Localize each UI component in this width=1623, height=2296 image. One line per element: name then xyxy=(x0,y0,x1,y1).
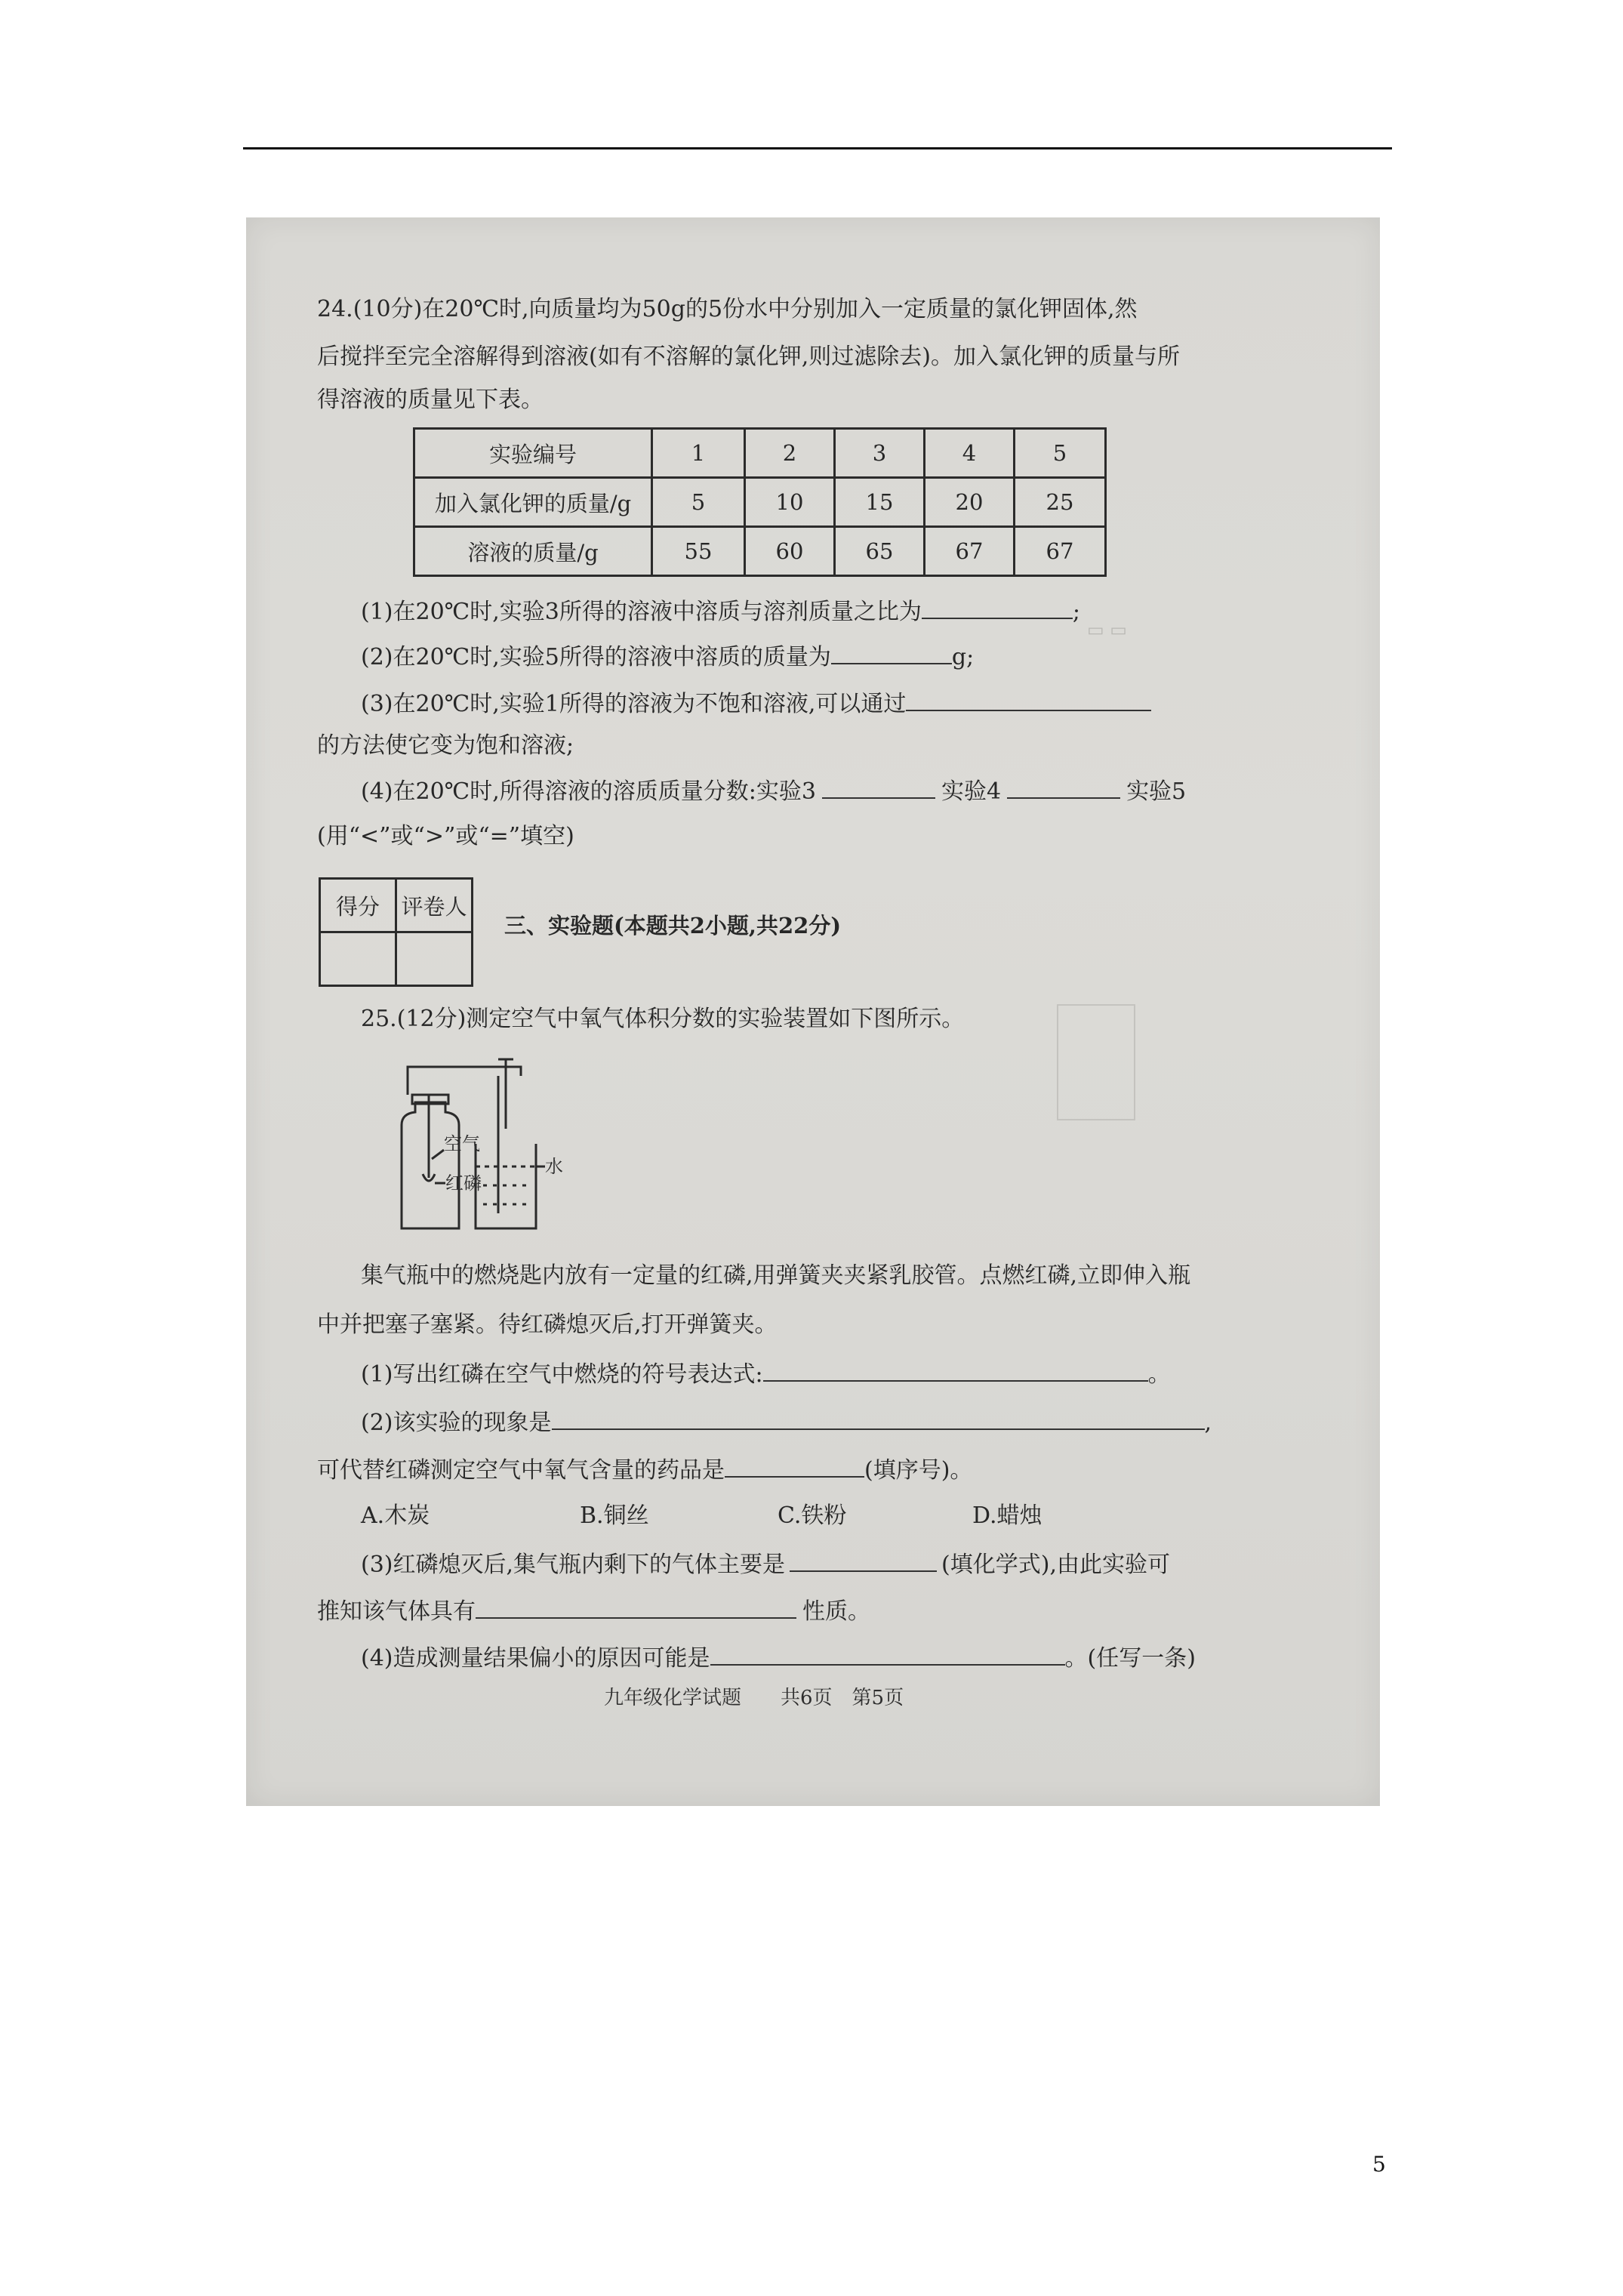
table-cell: 4 xyxy=(925,429,1015,478)
table-row xyxy=(414,527,1106,576)
answer-blank[interactable] xyxy=(710,1641,1065,1666)
table-cell: 67 xyxy=(1015,527,1106,576)
q25-sub3-line2 xyxy=(317,1595,870,1627)
q24-sub4-exp5: 实验5 xyxy=(1126,778,1187,805)
q24-sub3-text: (3)在20℃时,实验1所得的溶液为不饱和溶液,可以通过 xyxy=(361,691,907,717)
q25-sub2 xyxy=(361,1406,1212,1438)
answer-blank[interactable] xyxy=(831,640,952,664)
option-b[interactable]: B.铜丝 xyxy=(580,1502,649,1529)
answer-blank[interactable] xyxy=(476,1595,796,1619)
q24-sub1 xyxy=(361,595,1080,627)
q25-sub2-line2-text: 可代替红磷测定空气中氧气含量的药品是 xyxy=(317,1457,725,1484)
q25-sub3-line2-end: 性质。 xyxy=(802,1598,870,1625)
answer-blank[interactable] xyxy=(922,595,1073,619)
q24-sub2 xyxy=(361,640,974,673)
option-d[interactable]: D.蜡烛 xyxy=(972,1502,1042,1529)
q24-sub4-exp4: 实验4 xyxy=(941,778,1002,805)
answer-blank[interactable] xyxy=(790,1548,937,1572)
option-c[interactable]: C.铁粉 xyxy=(778,1502,847,1529)
exam-footer: 九年级化学试题 共6页 第5页 xyxy=(604,1687,904,1709)
q24-sub4-exp3: (4)在20℃时,所得溶液的溶质质量分数:实验3 xyxy=(361,778,816,805)
q25-sub4-text: (4)造成测量结果偏小的原因可能是 xyxy=(361,1645,710,1672)
q25-sub3 xyxy=(361,1548,1170,1580)
row-label-kcl-mass: 加入氯化钾的质量/g xyxy=(414,478,652,527)
table-cell: 25 xyxy=(1015,478,1106,527)
table-cell: 5 xyxy=(652,478,745,527)
table-row xyxy=(414,429,1106,478)
q24-stem-line2: 后搅拌至完全溶解得到溶液(如有不溶解的氯化钾,则过滤除去)。加入氯化钾的质量与所 xyxy=(317,344,1180,370)
table-cell: 1 xyxy=(652,429,745,478)
q25-sub1-text: (1)写出红磷在空气中燃烧的符号表达式: xyxy=(361,1361,763,1388)
table-cell: 55 xyxy=(652,527,745,576)
table-cell: 5 xyxy=(1015,429,1106,478)
row-label-solution-mass: 溶液的质量/g xyxy=(414,527,652,576)
table-cell: 67 xyxy=(925,527,1015,576)
table-cell: 20 xyxy=(925,478,1015,527)
q25-sub4-end: 。(任写一条) xyxy=(1064,1645,1196,1672)
q24-sub4-line2: (用“<”或“>”或“=”填空) xyxy=(317,823,574,849)
row-label-experiment-id: 实验编号 xyxy=(414,429,652,478)
leader-line xyxy=(432,1150,444,1159)
label-water: 水 xyxy=(545,1156,563,1177)
grader-cell[interactable] xyxy=(396,932,473,986)
table-cell: 15 xyxy=(835,478,925,527)
gas-bottle xyxy=(402,1102,459,1228)
score-box xyxy=(319,877,473,987)
table-cell: 60 xyxy=(745,527,835,576)
score-cell[interactable] xyxy=(320,932,396,986)
q24-sub2-text: (2)在20℃时,实验5所得的溶液中溶质的质量为 xyxy=(361,644,831,670)
apparatus-diagram xyxy=(385,1053,611,1234)
q25-sub4 xyxy=(361,1641,1196,1674)
label-red-phosphorus: 红磷 xyxy=(445,1173,482,1194)
q25-sub2-line2 xyxy=(317,1453,972,1486)
answer-blank[interactable] xyxy=(822,775,935,799)
q25-desc-line2: 中并把塞子塞紧。待红磷熄灭后,打开弹簧夹。 xyxy=(317,1311,778,1338)
q25-sub3-text: (3)红磷熄灭后,集气瓶内剩下的气体主要是 xyxy=(361,1552,786,1578)
q25-sub2-end: , xyxy=(1204,1410,1212,1436)
table-cell: 65 xyxy=(835,527,925,576)
option-a[interactable]: A.木炭 xyxy=(361,1502,430,1529)
bleed-through-box xyxy=(1057,1004,1135,1120)
q24-stem-line1: 24.(10分)在20℃时,向质量均为50g的5份水中分别加入一定质量的氯化钾固体,然 xyxy=(317,296,1138,322)
kcl-data-table xyxy=(413,427,1107,577)
answer-blank[interactable] xyxy=(763,1358,1148,1382)
q24-sub1-end: ; xyxy=(1072,599,1080,625)
q24-sub2-end: g; xyxy=(951,644,975,670)
table-cell: 3 xyxy=(835,429,925,478)
q25-sub2-text: (2)该实验的现象是 xyxy=(361,1410,552,1436)
q25-sub1 xyxy=(361,1358,1171,1390)
q25-sub3-line2-text: 推知该气体具有 xyxy=(317,1598,476,1625)
q25-desc-line1: 集气瓶中的燃烧匙内放有一定量的红磷,用弹簧夹夹紧乳胶管。点燃红磷,立即伸入瓶 xyxy=(361,1262,1191,1289)
answer-blank[interactable] xyxy=(1007,775,1120,799)
label-air: 空气 xyxy=(444,1133,480,1154)
q25-stem: 25.(12分)测定空气中氧气体积分数的实验装置如下图所示。 xyxy=(361,1006,965,1032)
top-rule xyxy=(243,147,1392,149)
answer-blank[interactable] xyxy=(906,687,1151,711)
answer-blank[interactable] xyxy=(725,1453,864,1478)
q25-sub3-mid: (填化学式),由此实验可 xyxy=(941,1552,1170,1578)
q24-stem-line3: 得溶液的质量见下表。 xyxy=(317,387,544,413)
section3-title: 三、实验题(本题共2小题,共22分) xyxy=(504,913,842,938)
table-cell: 10 xyxy=(745,478,835,527)
page-number: 5 xyxy=(1372,2152,1386,2177)
bleed-through-mark: ▭ ▭ xyxy=(1087,619,1127,640)
table-cell: 2 xyxy=(745,429,835,478)
answer-blank[interactable] xyxy=(552,1406,1205,1430)
rubber-tube xyxy=(408,1067,521,1095)
q25-sub2-line2-end: (填序号)。 xyxy=(864,1457,973,1484)
score-label: 得分 xyxy=(320,879,396,932)
grader-label: 评卷人 xyxy=(396,879,473,932)
q25-options xyxy=(361,1501,1042,1531)
q24-sub4 xyxy=(361,775,1186,807)
q25-sub1-end: 。 xyxy=(1147,1361,1171,1388)
q24-sub1-text: (1)在20℃时,实验3所得的溶液中溶质与溶剂质量之比为 xyxy=(361,599,922,625)
q24-sub3 xyxy=(361,687,1151,720)
table-row xyxy=(414,478,1106,527)
q24-sub3-line2: 的方法使它变为饱和溶液; xyxy=(317,732,574,759)
